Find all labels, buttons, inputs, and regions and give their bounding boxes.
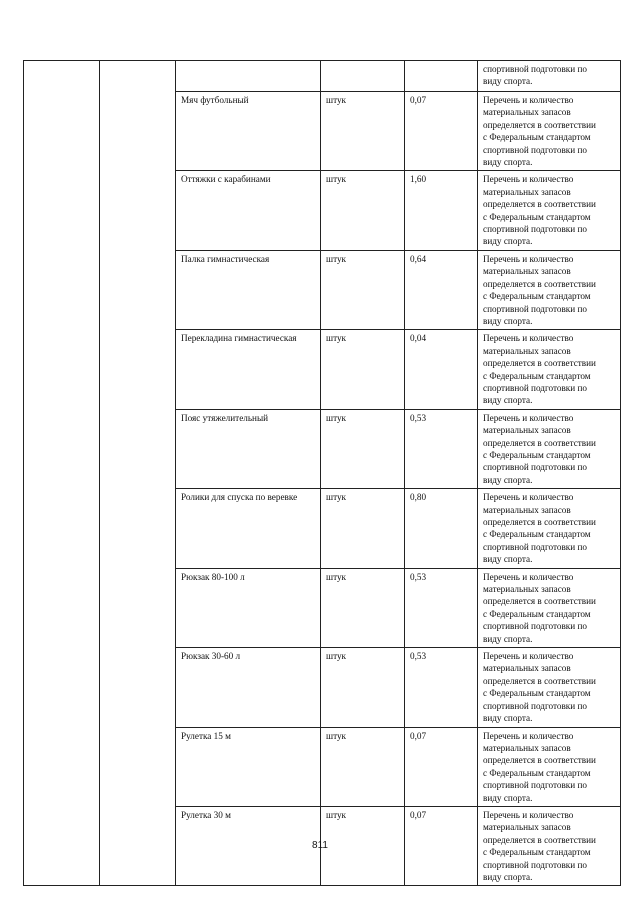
unit-cell: штук xyxy=(321,171,405,250)
note-line: с Федеральным стандартом xyxy=(483,291,591,302)
note-line: спортивной подготовки по xyxy=(483,224,587,235)
note-cell xyxy=(478,568,621,647)
item-name-cell: Рюкзак 30-60 л xyxy=(176,648,321,727)
note-line: виду спорта. xyxy=(483,554,533,565)
note-line: Перечень и количество xyxy=(483,333,574,344)
quantity-cell: 0,53 xyxy=(405,648,478,727)
equipment-table-body xyxy=(24,61,621,886)
item-name-cell: Рюкзак 80-100 л xyxy=(176,568,321,647)
quantity-cell: 0,07 xyxy=(405,806,478,885)
note-line: спортивной подготовки по xyxy=(483,541,587,552)
note-cell xyxy=(478,61,621,92)
note-line: определяется в соответствии xyxy=(483,675,596,686)
note-line: с Федеральным стандартом xyxy=(483,211,591,222)
note-line: определяется в соответствии xyxy=(483,199,596,210)
note-line: виду спорта. xyxy=(483,76,533,87)
note-line: спортивной подготовки по xyxy=(483,144,587,155)
merged-column-2-cell xyxy=(100,61,176,886)
quantity-cell: 0,80 xyxy=(405,489,478,568)
note-line: с Федеральным стандартом xyxy=(483,449,591,460)
note-cell xyxy=(478,330,621,409)
note-line: спортивной подготовки по xyxy=(483,303,587,314)
unit-cell: штук xyxy=(321,92,405,171)
note-line: с Федеральным стандартом xyxy=(483,608,591,619)
note-line: определяется в соответствии xyxy=(483,119,596,130)
quantity-cell: 1,60 xyxy=(405,171,478,250)
item-name-cell: Ролики для спуска по веревке xyxy=(176,489,321,568)
quantity-cell: 0,07 xyxy=(405,92,478,171)
item-name-cell: Рулетка 30 м xyxy=(176,806,321,885)
note-line: спортивной подготовки по xyxy=(483,64,587,74)
note-line: материальных запасов xyxy=(483,107,571,118)
note-line: Перечень и количество xyxy=(483,174,574,185)
note-line: виду спорта. xyxy=(483,236,533,247)
note-line: определяется в соответствии xyxy=(483,596,596,607)
note-line: спортивной подготовки по xyxy=(483,382,587,393)
unit-cell: штук xyxy=(321,648,405,727)
unit-cell xyxy=(321,61,405,92)
item-name-cell: Рулетка 15 м xyxy=(176,727,321,806)
note-line: Перечень и количество xyxy=(483,571,574,582)
table-row-continued xyxy=(24,61,621,92)
note-line: с Федеральным стандартом xyxy=(483,370,591,381)
quantity-cell: 0,53 xyxy=(405,409,478,488)
quantity-cell: 0,53 xyxy=(405,568,478,647)
unit-cell: штук xyxy=(321,806,405,885)
unit-cell: штук xyxy=(321,489,405,568)
note-line: материальных запасов xyxy=(483,345,571,356)
note-line: Перечень и количество xyxy=(483,492,574,503)
item-name-cell xyxy=(176,61,321,92)
note-line: виду спорта. xyxy=(483,157,533,168)
note-line: материальных запасов xyxy=(483,504,571,515)
note-line: спортивной подготовки по xyxy=(483,621,587,632)
note-line: виду спорта. xyxy=(483,871,533,882)
page-number: 811 xyxy=(312,840,328,851)
note-cell xyxy=(478,171,621,250)
note-line: с Федеральным стандартом xyxy=(483,688,591,699)
merged-column-1-cell xyxy=(24,61,100,886)
quantity-cell xyxy=(405,61,478,92)
quantity-cell: 0,04 xyxy=(405,330,478,409)
note-line: виду спорта. xyxy=(483,713,533,724)
note-line: с Федеральным стандартом xyxy=(483,847,591,858)
item-name-cell: Пояс утяжелительный xyxy=(176,409,321,488)
quantity-cell: 0,64 xyxy=(405,250,478,329)
unit-cell: штук xyxy=(321,409,405,488)
note-line: материальных запасов xyxy=(483,186,571,197)
note-line: материальных запасов xyxy=(483,425,571,436)
unit-cell: штук xyxy=(321,727,405,806)
item-name-cell: Мяч футбольный xyxy=(176,92,321,171)
note-cell xyxy=(478,409,621,488)
note-line: материальных запасов xyxy=(483,266,571,277)
note-line: определяется в соответствии xyxy=(483,437,596,448)
note-line: виду спорта. xyxy=(483,633,533,644)
note-line: с Федеральным стандартом xyxy=(483,132,591,143)
item-name-cell: Оттяжки с карабинами xyxy=(176,171,321,250)
note-cell xyxy=(478,92,621,171)
note-line: Перечень и количество xyxy=(483,412,574,423)
note-line: спортивной подготовки по xyxy=(483,700,587,711)
note-cell xyxy=(478,648,621,727)
note-line: с Федеральным стандартом xyxy=(483,767,591,778)
note-line: Перечень и количество xyxy=(483,95,574,105)
note-line: материальных запасов xyxy=(483,663,571,674)
note-cell xyxy=(478,727,621,806)
note-line: материальных запасов xyxy=(483,584,571,595)
note-line: Перечень и количество xyxy=(483,651,574,662)
equipment-table xyxy=(23,60,621,886)
unit-cell: штук xyxy=(321,250,405,329)
note-line: виду спорта. xyxy=(483,792,533,803)
note-line: виду спорта. xyxy=(483,395,533,406)
note-cell xyxy=(478,489,621,568)
note-line: спортивной подготовки по xyxy=(483,780,587,791)
note-line: определяется в соответствии xyxy=(483,358,596,369)
note-cell xyxy=(478,250,621,329)
note-line: определяется в соответствии xyxy=(483,517,596,527)
note-line: спортивной подготовки по xyxy=(483,462,587,473)
note-line: виду спорта. xyxy=(483,315,533,326)
unit-cell: штук xyxy=(321,330,405,409)
note-line: с Федеральным стандартом xyxy=(483,529,591,540)
quantity-cell: 0,07 xyxy=(405,727,478,806)
note-line: спортивной подготовки по xyxy=(483,859,587,870)
note-line: определяется в соответствии xyxy=(483,755,596,766)
item-name-cell: Перекладина гимнастическая xyxy=(176,330,321,409)
note-line: Перечень и количество xyxy=(483,809,574,820)
item-name-cell: Палка гимнастическая xyxy=(176,250,321,329)
note-line: материальных запасов xyxy=(483,742,571,753)
note-line: определяется в соответствии xyxy=(483,834,596,845)
unit-cell: штук xyxy=(321,568,405,647)
note-line: материальных запасов xyxy=(483,822,571,833)
note-line: виду спорта. xyxy=(483,474,533,485)
note-line: определяется в соответствии xyxy=(483,278,596,289)
note-line: Перечень и количество xyxy=(483,253,574,264)
note-line: Перечень и количество xyxy=(483,730,574,741)
